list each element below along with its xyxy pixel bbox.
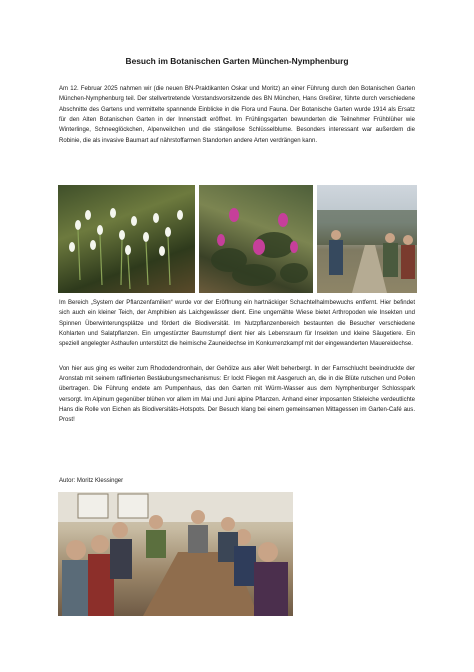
paragraph-rhododendron: Von hier aus ging es weiter zum Rhododendronhain, der Gehölze aus aller Welt beherbergt. In der Farnschlucht beeindruckte der Aronstab mit seinem raffinierten Bestäubungsmechanismus: Er lockt Fliegen mit Aasgeruch an, die in die Blüte rutschen und Pollen übertragen. Die Führung endete am Pumpenhaus, das den Garten mit Würm-Wasser aus dem Nymphenburger Schlosspark versorgt. Im Alpinum gegenüber blühen vor allem im Mai und Juni alpine Pflanzen. Anhand einer imposanten Stieleiche verdeutlichte Hans die Rolle von Eichen als Biodiversitäts-Hotspots. Der Besuch klang bei einem gemeinsamen Mittagessen im Garten-Café aus. Prost! — [59, 366, 415, 424]
photo-group-lunch — [58, 492, 293, 616]
photo-garden-path — [317, 185, 417, 293]
photo-cyclamen — [199, 185, 313, 293]
paragraph-intro: Am 12. Februar 2025 nahmen wir (die neuen BN-Praktikanten Oskar und Moritz) an einer Führung durch den Botanischen Garten München-Nymphenburg teil. Der stellvertretende Vorstandsvorsitzende des BN München, Hans Greßirer, führte durch verschiedene Abschnitte des Gartens und vermittelte spannende Einblicke in die Flora und Fauna. Der Botanische Garten wurde 1914 als Ersatz für den Alten Botanischen Garten in der Innenstadt eröffnet. Im Frühlingsgarten bewunderten die Teilnehmer Frühblüher wie Winterlinge, Schneeglöckchen, Alpenveilchen und die stängellose Schlüsselblume. Besonders interessant war außerdem die Robinie, die als invasive Baumart auf nährstoffarmen Standorten andere Arten verdrängen kann. — [59, 86, 415, 144]
photo-snowdrops — [58, 185, 195, 293]
paragraph-plant-families: Im Bereich „System der Pflanzenfamilien“ wurde vor der Eröffnung ein hartnäckiger Schachtelhalmbewuchs entfernt. Hier befindet sich auch ein kleiner Teich, der Amphibien als Laichgewässer dient. Eine ungemähte Wiese bietet Arthropoden wie Insekten und Spinnen Überwinterungsplätze und fördert die Biodiversität. Im Nutzpflanzenbereich bestaunten die Besucher verschiedene Kohlarten und Salatpflanzen. Ein umgestürzter Baumstumpf dient hier als Lebensraum für Insekten und kleine Säugetiere. Ein speziell angelegter Asthaufen unterstützt die heimische Zauneidechse im Konkurrenzkampf mit der eingewanderten Mauereidechse. — [59, 300, 415, 348]
author-line: Autor: Moritz Klessinger — [59, 478, 124, 484]
page-title: Besuch im Botanischen Garten München-Nymphenburg — [125, 56, 349, 66]
